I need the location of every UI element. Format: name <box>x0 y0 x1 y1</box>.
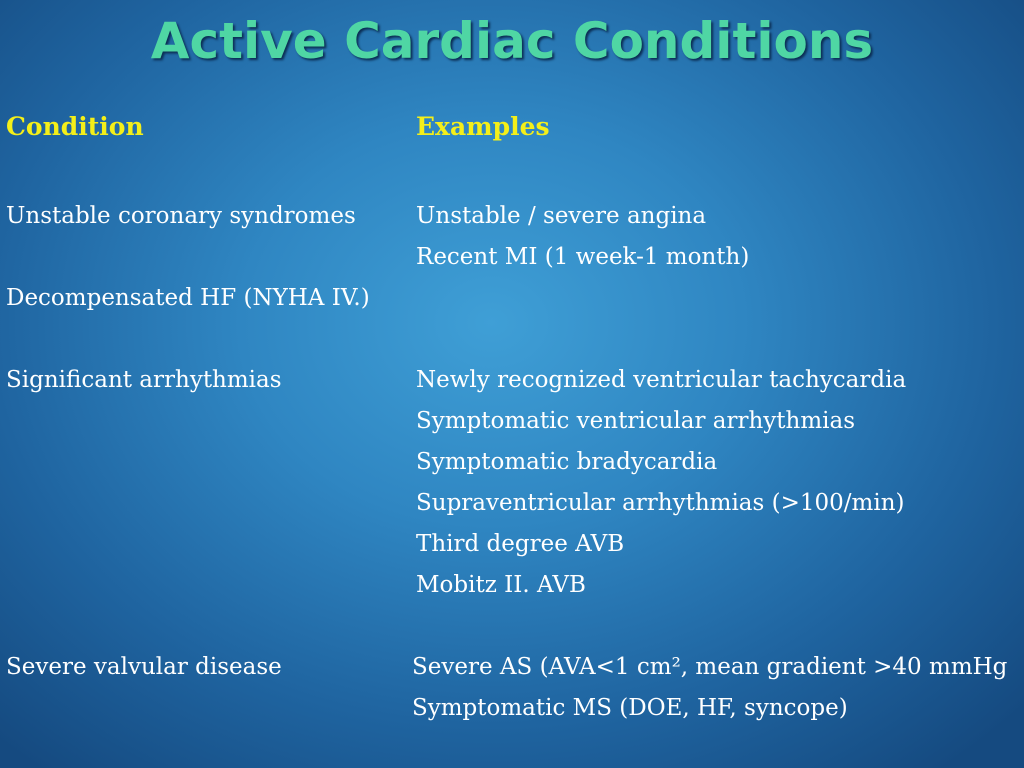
example-item: Newly recognized ventricular tachycardia <box>416 367 907 393</box>
condition-significant-arrhythmias: Significant arrhythmias <box>6 367 282 393</box>
slide-title: Active Cardiac Conditions <box>150 12 874 70</box>
example-item: Symptomatic ventricular arrhythmias <box>416 408 856 434</box>
condition-column-header: Condition <box>6 112 144 141</box>
example-item: Recent MI (1 week-1 month) <box>416 244 750 270</box>
example-item: Third degree AVB <box>416 531 625 557</box>
example-item: Symptomatic bradycardia <box>416 449 718 475</box>
example-item: Severe AS (AVA<1 cm², mean gradient >40 mmHg <box>412 654 1008 680</box>
example-item: Mobitz II. AVB <box>416 572 586 598</box>
example-item: Symptomatic MS (DOE, HF, syncope) <box>412 695 848 721</box>
examples-column-header: Examples <box>416 112 550 141</box>
example-item: Unstable / severe angina <box>416 203 707 229</box>
condition-decompensated-hf: Decompensated HF (NYHA IV.) <box>6 285 370 311</box>
condition-unstable-coronary-syndromes: Unstable coronary syndromes <box>6 203 356 229</box>
condition-severe-valvular-disease: Severe valvular disease <box>6 654 282 680</box>
example-item: Supraventricular arrhythmias (>100/min) <box>416 490 905 516</box>
